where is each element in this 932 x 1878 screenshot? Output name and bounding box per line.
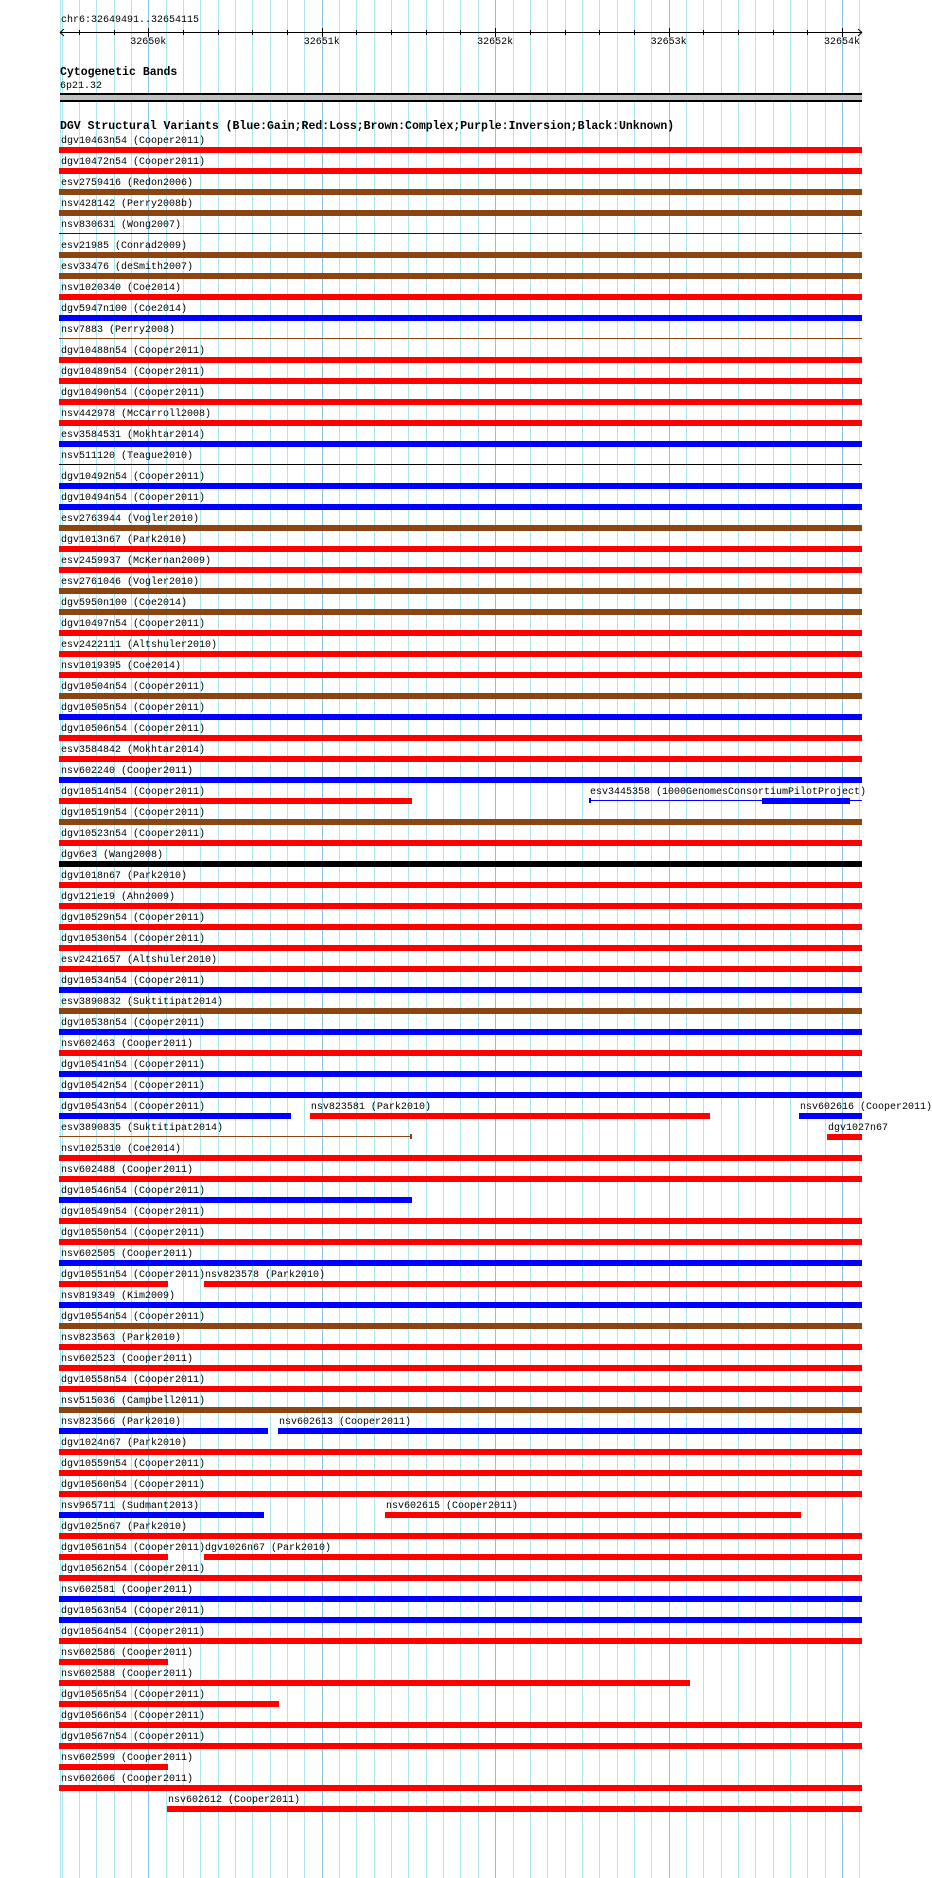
variant-label[interactable]: dgv10550n54 (Cooper2011) bbox=[61, 1228, 206, 1239]
variant-label[interactable]: dgv10514n54 (Cooper2011) bbox=[61, 787, 206, 798]
variant-bar[interactable] bbox=[59, 1155, 862, 1161]
variant-bar[interactable] bbox=[59, 1617, 862, 1623]
variant-label[interactable]: esv3445358 (1000GenomesConsortiumPilotProject) bbox=[590, 787, 867, 798]
variant-label[interactable]: dgv10472n54 (Cooper2011) bbox=[61, 157, 206, 168]
variant-label[interactable]: dgv10558n54 (Cooper2011) bbox=[61, 1375, 206, 1386]
variant-label[interactable]: nsv602523 (Cooper2011) bbox=[61, 1354, 194, 1365]
ruler-tick-label: 32654k bbox=[824, 37, 861, 48]
variant-bar[interactable] bbox=[59, 924, 862, 930]
variant-label[interactable]: dgv10519n54 (Cooper2011) bbox=[61, 808, 206, 819]
variant-bar[interactable] bbox=[59, 1764, 168, 1770]
variant-label[interactable]: nsv823578 (Park2010) bbox=[204, 1270, 325, 1281]
variant-bar[interactable] bbox=[827, 1134, 862, 1140]
variant-label[interactable]: nsv823563 (Park2010) bbox=[61, 1333, 182, 1344]
variant-label[interactable]: nsv515036 (Campbell2011) bbox=[61, 1396, 206, 1407]
variant-bar[interactable] bbox=[59, 651, 862, 657]
variant-label[interactable]: nsv823581 (Park2010) bbox=[310, 1102, 431, 1113]
variant-label[interactable]: nsv1025310 (Coe2014) bbox=[61, 1144, 182, 1155]
variant-bar[interactable] bbox=[59, 1050, 862, 1056]
variant-label[interactable]: nsv602616 (Cooper2011) bbox=[800, 1102, 932, 1113]
variant-bar[interactable] bbox=[278, 1428, 862, 1434]
variant-label[interactable]: esv3584842 (Mokhtar2014) bbox=[61, 745, 206, 756]
variant-label[interactable]: dgv5950n100 (Coe2014) bbox=[61, 598, 188, 609]
variant-thick-segment[interactable] bbox=[762, 798, 850, 804]
variant-label[interactable]: nsv442978 (McCarroll2008) bbox=[61, 409, 212, 420]
variant-bar[interactable] bbox=[59, 1638, 862, 1644]
variant-bar[interactable] bbox=[59, 1260, 862, 1266]
variant-label[interactable]: esv2763944 (Vogler2010) bbox=[61, 514, 200, 525]
variant-label[interactable]: dgv10549n54 (Cooper2011) bbox=[61, 1207, 206, 1218]
variant-label[interactable]: esv2459937 (McKernan2009) bbox=[61, 556, 212, 567]
variant-label[interactable]: nsv602615 (Cooper2011) bbox=[386, 1501, 519, 1512]
variant-label[interactable]: esv2759416 (Redon2006) bbox=[61, 178, 194, 189]
variant-bar[interactable] bbox=[204, 1554, 862, 1560]
variant-bar[interactable] bbox=[59, 189, 862, 195]
variant-bar[interactable] bbox=[59, 735, 862, 741]
variant-bar[interactable] bbox=[59, 357, 862, 363]
variant-label[interactable]: dgv10543n54 (Cooper2011) bbox=[61, 1102, 206, 1113]
variant-label[interactable]: nsv823566 (Park2010) bbox=[61, 1417, 182, 1428]
variant-bar[interactable] bbox=[59, 210, 862, 216]
variant-label[interactable]: dgv10489n54 (Cooper2011) bbox=[61, 367, 206, 378]
variant-bar[interactable] bbox=[59, 1323, 862, 1329]
variant-line[interactable] bbox=[59, 233, 862, 234]
ruler-tick-label: 32650k bbox=[130, 37, 167, 48]
variant-label[interactable]: nsv602586 (Cooper2011) bbox=[61, 1648, 194, 1659]
variant-bar[interactable] bbox=[59, 861, 862, 867]
dgv-track-title: DGV Structural Variants (Blue:Gain;Red:Loss;Brown:Complex;Purple:Inversion;Black:Unknown) bbox=[60, 120, 675, 133]
variant-bar[interactable] bbox=[59, 693, 862, 699]
variant-label[interactable]: dgv10534n54 (Cooper2011) bbox=[61, 976, 206, 987]
variant-bar[interactable] bbox=[59, 714, 862, 720]
variant-label[interactable]: dgv10463n54 (Cooper2011) bbox=[61, 136, 206, 147]
variant-bar[interactable] bbox=[167, 1806, 862, 1812]
variant-bar[interactable] bbox=[59, 1596, 862, 1602]
variant-label[interactable]: nsv602612 (Cooper2011) bbox=[168, 1795, 301, 1806]
variant-label[interactable]: esv33476 (deSmith2007) bbox=[61, 262, 194, 273]
variant-bar[interactable] bbox=[59, 252, 862, 258]
ruler-tick-label: 32653k bbox=[650, 37, 687, 48]
variant-label[interactable]: esv3584531 (Mokhtar2014) bbox=[61, 430, 206, 441]
variant-label[interactable]: nsv1019395 (Coe2014) bbox=[61, 661, 182, 672]
variant-label[interactable]: nsv511120 (Teague2010) bbox=[61, 451, 194, 462]
variant-label[interactable]: dgv10497n54 (Cooper2011) bbox=[61, 619, 206, 630]
variant-bar[interactable] bbox=[59, 294, 862, 300]
variant-label[interactable]: dgv1018n67 (Park2010) bbox=[61, 871, 188, 882]
variant-label[interactable]: nsv602463 (Cooper2011) bbox=[61, 1039, 194, 1050]
variant-bar[interactable] bbox=[59, 1386, 862, 1392]
variant-bar[interactable] bbox=[59, 525, 862, 531]
variant-label[interactable]: dgv5947n100 (Coe2014) bbox=[61, 304, 188, 315]
variant-bar[interactable] bbox=[59, 1470, 862, 1476]
variant-bar[interactable] bbox=[799, 1113, 862, 1119]
variant-label[interactable]: dgv10564n54 (Cooper2011) bbox=[61, 1627, 206, 1638]
variant-label[interactable]: nsv602588 (Cooper2011) bbox=[61, 1669, 194, 1680]
variant-bar[interactable] bbox=[59, 1785, 862, 1791]
variant-bar[interactable] bbox=[59, 504, 862, 510]
variant-label[interactable]: dgv10490n54 (Cooper2011) bbox=[61, 388, 206, 399]
variant-label[interactable]: dgv10488n54 (Cooper2011) bbox=[61, 346, 206, 357]
variant-label[interactable]: dgv1024n67 (Park2010) bbox=[61, 1438, 188, 1449]
variant-bar[interactable] bbox=[59, 1449, 862, 1455]
variant-bar[interactable] bbox=[59, 546, 862, 552]
variant-label[interactable]: nsv428142 (Perry2008b) bbox=[61, 199, 194, 210]
variant-bar[interactable] bbox=[59, 1722, 862, 1728]
variant-bar[interactable] bbox=[59, 1554, 168, 1560]
variant-bar[interactable] bbox=[59, 1575, 862, 1581]
variant-bar[interactable] bbox=[59, 1407, 862, 1413]
variant-bar[interactable] bbox=[59, 1659, 168, 1665]
variant-label[interactable]: dgv10529n54 (Cooper2011) bbox=[61, 913, 206, 924]
variant-label[interactable]: dgv10506n54 (Cooper2011) bbox=[61, 724, 206, 735]
variant-label[interactable]: nsv7883 (Perry2008) bbox=[61, 325, 176, 336]
variant-bar[interactable] bbox=[59, 882, 862, 888]
variant-bar[interactable] bbox=[385, 1512, 801, 1518]
variant-label[interactable]: dgv1025n67 (Park2010) bbox=[61, 1522, 188, 1533]
variant-bar[interactable] bbox=[204, 1281, 862, 1287]
variant-bar[interactable] bbox=[59, 1281, 168, 1287]
variant-bar[interactable] bbox=[59, 609, 862, 615]
variant-bar[interactable] bbox=[59, 672, 862, 678]
variant-bar[interactable] bbox=[59, 966, 862, 972]
variant-bar[interactable] bbox=[59, 1029, 862, 1035]
variant-label[interactable]: esv21985 (Conrad2009) bbox=[61, 241, 188, 252]
variant-bar[interactable] bbox=[59, 168, 862, 174]
variant-label[interactable]: dgv10494n54 (Cooper2011) bbox=[61, 493, 206, 504]
variant-label[interactable]: nsv830631 (Wong2007) bbox=[61, 220, 182, 231]
variant-bar[interactable] bbox=[59, 1239, 862, 1245]
variant-bar[interactable] bbox=[59, 1365, 862, 1371]
variant-label[interactable]: dgv10562n54 (Cooper2011) bbox=[61, 1564, 206, 1575]
variant-label[interactable]: dgv10560n54 (Cooper2011) bbox=[61, 1480, 206, 1491]
variant-line[interactable] bbox=[59, 338, 862, 339]
variant-bar[interactable] bbox=[59, 1428, 268, 1434]
variant-bar[interactable] bbox=[59, 756, 862, 762]
cytoband-track-title: Cytogenetic Bands bbox=[60, 66, 178, 79]
variant-label[interactable]: dgv10505n54 (Cooper2011) bbox=[61, 703, 206, 714]
variant-bar[interactable] bbox=[59, 420, 862, 426]
variant-label[interactable]: esv3890835 (Suktitipat2014) bbox=[61, 1123, 224, 1134]
variant-label[interactable]: dgv1027n67 bbox=[827, 1123, 888, 1134]
variant-label[interactable]: nsv602488 (Cooper2011) bbox=[61, 1165, 194, 1176]
variant-bar[interactable] bbox=[59, 819, 862, 825]
variant-bar[interactable] bbox=[59, 630, 862, 636]
variant-label[interactable]: nsv602606 (Cooper2011) bbox=[61, 1774, 194, 1785]
variant-label[interactable]: esv2422111 (Altshuler2010) bbox=[61, 640, 218, 651]
variant-label[interactable]: nsv1020340 (Coe2014) bbox=[61, 283, 182, 294]
variant-label[interactable]: nsv602581 (Cooper2011) bbox=[61, 1585, 194, 1596]
variant-bar[interactable] bbox=[59, 441, 862, 447]
variant-bar[interactable] bbox=[59, 1512, 264, 1518]
variant-bar[interactable] bbox=[59, 1092, 862, 1098]
variant-label[interactable]: dgv10567n54 (Cooper2011) bbox=[61, 1732, 206, 1743]
variant-label[interactable]: dgv10530n54 (Cooper2011) bbox=[61, 934, 206, 945]
variant-label[interactable]: dgv10541n54 (Cooper2011) bbox=[61, 1060, 206, 1071]
variant-bar[interactable] bbox=[59, 798, 412, 804]
variant-label[interactable]: dgv10492n54 (Cooper2011) bbox=[61, 472, 206, 483]
variant-label[interactable]: esv3890832 (Suktitipat2014) bbox=[61, 997, 224, 1008]
variant-label[interactable]: dgv10538n54 (Cooper2011) bbox=[61, 1018, 206, 1029]
variant-bar[interactable] bbox=[59, 273, 862, 279]
variant-label[interactable]: dgv10563n54 (Cooper2011) bbox=[61, 1606, 206, 1617]
variant-bar[interactable] bbox=[59, 1071, 862, 1077]
variant-label[interactable]: dgv10554n54 (Cooper2011) bbox=[61, 1312, 206, 1323]
variant-label[interactable]: dgv10551n54 (Cooper2011) bbox=[61, 1270, 206, 1281]
variant-bar[interactable] bbox=[59, 1197, 412, 1203]
variant-bar[interactable] bbox=[59, 1344, 862, 1350]
variant-label[interactable]: dgv10542n54 (Cooper2011) bbox=[61, 1081, 206, 1092]
variant-label[interactable]: dgv10546n54 (Cooper2011) bbox=[61, 1186, 206, 1197]
variant-label[interactable]: dgv1013n67 (Park2010) bbox=[61, 535, 188, 546]
variant-bar[interactable] bbox=[59, 777, 862, 783]
variant-bar[interactable] bbox=[59, 1302, 862, 1308]
variant-label[interactable]: dgv6e3 (Wang2008) bbox=[61, 850, 164, 861]
variant-label[interactable]: dgv10565n54 (Cooper2011) bbox=[61, 1690, 206, 1701]
variant-bar[interactable] bbox=[59, 1218, 862, 1224]
variant-bar[interactable] bbox=[59, 315, 862, 321]
variant-bar[interactable] bbox=[59, 1176, 862, 1182]
variant-end-tick bbox=[589, 798, 591, 803]
variant-label[interactable]: dgv10559n54 (Cooper2011) bbox=[61, 1459, 206, 1470]
variant-label[interactable]: esv2421657 (Altshuler2010) bbox=[61, 955, 218, 966]
variant-bar[interactable] bbox=[59, 1680, 690, 1686]
variant-label[interactable]: dgv10561n54 (Cooper2011) bbox=[61, 1543, 206, 1554]
position-label: chr6:32649491..32654115 bbox=[61, 15, 200, 26]
variant-label[interactable]: nsv602613 (Cooper2011) bbox=[279, 1417, 412, 1428]
variant-label[interactable]: nsv602240 (Cooper2011) bbox=[61, 766, 194, 777]
variant-bar[interactable] bbox=[59, 1743, 862, 1749]
variant-line[interactable] bbox=[59, 464, 862, 465]
variant-label[interactable]: esv2761046 (Vogler2010) bbox=[61, 577, 200, 588]
variant-bar[interactable] bbox=[59, 1008, 862, 1014]
variant-bar[interactable] bbox=[59, 1113, 291, 1119]
variant-bar[interactable] bbox=[59, 840, 862, 846]
variant-end-tick bbox=[410, 1134, 412, 1139]
variant-bar[interactable] bbox=[310, 1113, 710, 1119]
variant-label[interactable]: dgv121e19 (Ahn2009) bbox=[61, 892, 176, 903]
variant-bar[interactable] bbox=[59, 567, 862, 573]
variant-label[interactable]: nsv965711 (Sudmant2013) bbox=[61, 1501, 200, 1512]
ruler-tick-label: 32652k bbox=[477, 37, 514, 48]
variant-label[interactable]: nsv602505 (Cooper2011) bbox=[61, 1249, 194, 1260]
variant-label[interactable]: dgv10504n54 (Cooper2011) bbox=[61, 682, 206, 693]
variant-bar[interactable] bbox=[59, 903, 862, 909]
variant-label[interactable]: dgv10523n54 (Cooper2011) bbox=[61, 829, 206, 840]
variant-bar[interactable] bbox=[59, 987, 862, 993]
variant-label[interactable]: nsv819349 (Kim2009) bbox=[61, 1291, 176, 1302]
variant-bar[interactable] bbox=[59, 1491, 862, 1497]
variant-bar[interactable] bbox=[59, 945, 862, 951]
variant-bar[interactable] bbox=[59, 588, 862, 594]
variant-bar[interactable] bbox=[59, 399, 862, 405]
cytoband-label: 6p21.32 bbox=[60, 81, 103, 92]
variant-bar[interactable] bbox=[59, 483, 862, 489]
variant-label[interactable]: nsv602599 (Cooper2011) bbox=[61, 1753, 194, 1764]
variant-bar[interactable] bbox=[59, 378, 862, 384]
variant-label[interactable]: dgv1026n67 (Park2010) bbox=[204, 1543, 331, 1554]
variant-label[interactable]: dgv10566n54 (Cooper2011) bbox=[61, 1711, 206, 1722]
variant-bar[interactable] bbox=[59, 1533, 862, 1539]
variant-bar[interactable] bbox=[59, 1701, 279, 1707]
variant-bar[interactable] bbox=[59, 147, 862, 153]
ruler-tick-label: 32651k bbox=[303, 37, 340, 48]
variant-line[interactable] bbox=[59, 1136, 412, 1137]
